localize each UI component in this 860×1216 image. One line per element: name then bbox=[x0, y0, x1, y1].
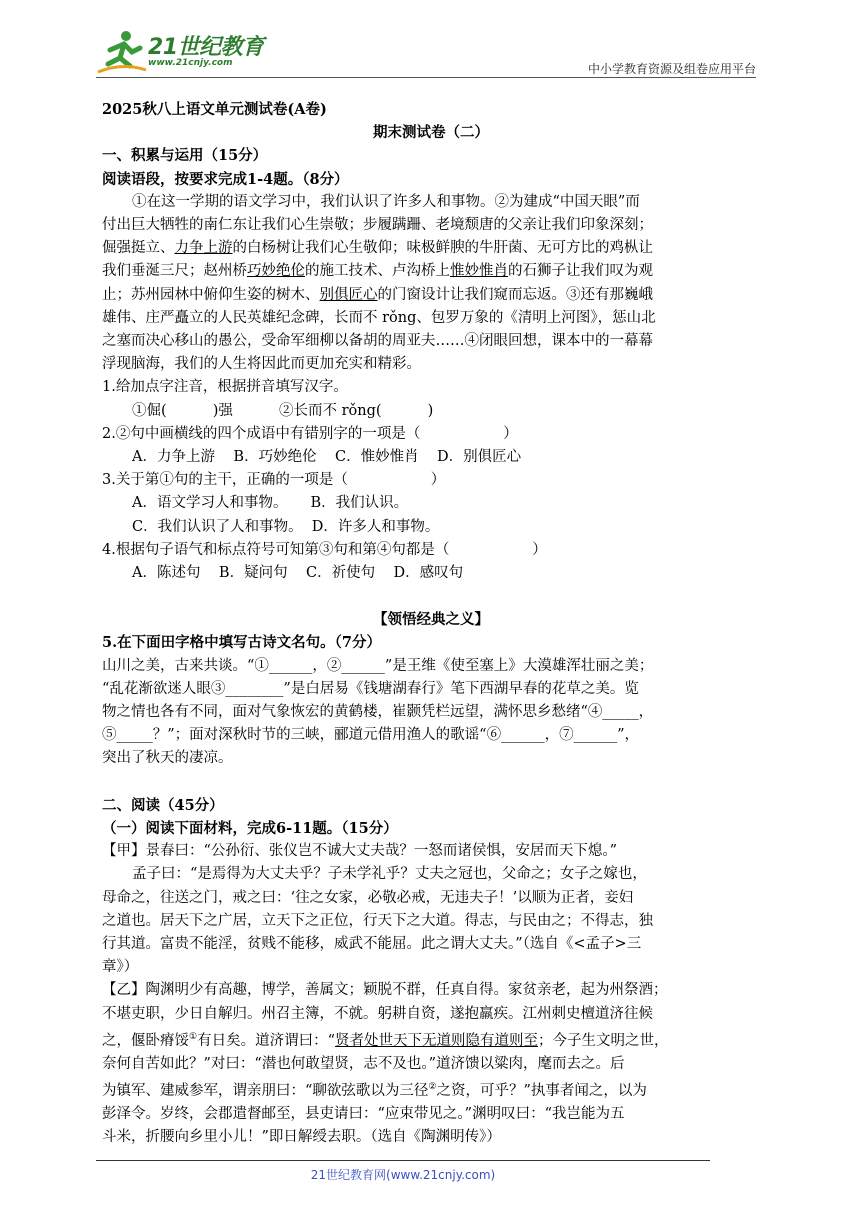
question-1a: ①倔( )强 bbox=[132, 402, 233, 419]
header-platform-text: 中小学教育资源及组卷应用平台 bbox=[587, 62, 756, 76]
passage-text: 的门窗设计让我们窥而忘返。③还有那巍峨 bbox=[377, 286, 653, 303]
passage-line: 雄伟、庄严矗立的人民英雄纪念碑，长而不 rǒng、包罗万象的《清明上河图》，惩山北 bbox=[102, 309, 656, 326]
underlined-sentence: 贤者处世天下无道则隐有道则至 bbox=[335, 1032, 538, 1049]
footnote-marker-1: ① bbox=[189, 1031, 198, 1042]
passage-line: 之塞而决心移山的愚公，受命军细柳以备胡的周亚夫……④闭眼回想，课本中的一幕幕 bbox=[102, 333, 653, 350]
footer-divider bbox=[96, 1160, 710, 1161]
passage-line bbox=[102, 260, 760, 283]
passage-1 bbox=[102, 191, 760, 377]
passage-line: ①在这一学期的语文学习中，我们认识了许多人和事物。②为建成“中国天眼”而 bbox=[132, 193, 640, 210]
jia-line: 母命之，往送之门，戒之曰：‘往之女家，必敬必戒，无违夫子！’以顺为正者，妾妇 bbox=[102, 889, 634, 906]
logo-url: www.21cnjy.com bbox=[148, 58, 233, 68]
section-1-heading: 一、积累与运用（15分） bbox=[102, 147, 268, 165]
passage-yi bbox=[102, 979, 760, 1149]
q5-line: 突出了秋天的凄凉。 bbox=[102, 750, 233, 767]
jia-line: 章》） bbox=[102, 959, 139, 976]
runner-logo-icon bbox=[96, 26, 148, 76]
question-4-options: A．陈述句 B．疑问句 C．祈使句 D．感叹句 bbox=[132, 565, 464, 582]
jia-line: 之道也。居天下之广居，立天下之正位，行天下之大道。得志，与民由之；不得志，独 bbox=[102, 912, 653, 929]
jia-line: 行其道。富贵不能淫，贫贱不能移，威武不能屈。此之谓大丈夫。”（选自《<孟子>三 bbox=[102, 935, 642, 952]
underlined-idiom: 巧妙绝伦 bbox=[247, 263, 305, 280]
question-2: 2.②句中画横线的四个成语中有错别字的一项是（ ） bbox=[102, 425, 518, 442]
q5-line: 山川之美，古来共谈。“①______，②______”是王维《使至塞上》大漠雄浑壮丽之美； bbox=[102, 657, 654, 674]
passage-text: 倔强挺立、 bbox=[102, 240, 175, 257]
exam-subtitle: 期末测试卷（二） bbox=[373, 124, 489, 142]
section-2-heading: 二、阅读（45分） bbox=[102, 796, 224, 814]
question-3-options-1: A．语文学习人和事物。 B．我们认识。 bbox=[132, 495, 409, 512]
footnote-marker-2: ② bbox=[428, 1081, 437, 1092]
question-1: 1.给加点字注音，根据拼音填写汉字。 bbox=[102, 379, 348, 396]
section-2-instruction: （一）阅读下面材料，完成6-11题。（15分） bbox=[102, 819, 398, 837]
yi-line bbox=[102, 1026, 760, 1053]
passage-text: 我们垂涎三尺；赵州桥 bbox=[102, 263, 247, 280]
exam-title: 2025秋八上语文单元测试卷(A卷) bbox=[102, 101, 327, 118]
passage-line bbox=[102, 237, 760, 260]
yi-line: 斗米，折腰向乡里小儿！”即日解绶去职。（选自《陶渊明传》） bbox=[102, 1129, 501, 1146]
question-1-items bbox=[102, 400, 760, 423]
header-divider bbox=[96, 77, 756, 78]
q5-line: ⑤_____？”；面对深秋时节的三峡，郦道元借用渔人的歌谣“⑥______，⑦______”， bbox=[102, 727, 639, 744]
spacer bbox=[102, 585, 760, 608]
yi-text: 之，偃卧瘠馁 bbox=[102, 1032, 189, 1049]
passage-text: 的施工技术、卢沟桥上 bbox=[305, 263, 450, 280]
underlined-idiom: 别俱匠心 bbox=[319, 286, 378, 303]
underlined-idiom: 力争上游 bbox=[174, 240, 233, 257]
question-3-options-2: C．我们认识了人和事物。 D．许多人和事物。 bbox=[132, 518, 440, 535]
question-1b: ②长而不 rǒng( ) bbox=[279, 402, 434, 419]
jia-line: 【甲】景春曰：“公孙衍、张仪岂不诚大丈夫哉？一怒而诸侯惧，安居而天下熄。” bbox=[102, 843, 618, 860]
yi-text: 之资，可乎？”执事者闻之，以为 bbox=[436, 1082, 647, 1099]
logo-text: 21世纪教育 bbox=[148, 35, 264, 60]
passage-line: 付出巨大牺牲的南仁东让我们心生崇敬；步履蹒跚、老境颓唐的父亲让我们印象深刻； bbox=[102, 217, 653, 234]
yi-text: 有日矣。道济谓曰：“ bbox=[197, 1032, 335, 1049]
jia-line: 孟子曰：“是焉得为大丈夫乎？子未学礼乎？丈夫之冠也，父命之；女子之嫁也， bbox=[132, 866, 647, 883]
yi-text: ；今子生文明之世， bbox=[538, 1032, 669, 1049]
q5-line: 物之情也各有不同，面对气象恢宏的黄鹤楼，崔颢凭栏远望，满怀思乡愁绪“④_____， bbox=[102, 704, 654, 721]
document-body bbox=[102, 98, 760, 1149]
section-1-instruction: 阅读语段，按要求完成1-4题。（8分） bbox=[102, 170, 349, 188]
passage-line bbox=[102, 284, 760, 307]
yi-line: 奈何自苦如此？”对曰：“潜也何敢望贤，志不及也。”道济馈以粱肉，麾而去之。后 bbox=[102, 1055, 625, 1072]
question-4: 4.根据句子语气和标点符号可知第③句和第④句都是（ ） bbox=[102, 541, 547, 558]
passage-text: 的石狮子让我们叹为观 bbox=[508, 263, 653, 280]
yi-text: 为镇军、建威参军，谓亲朋曰：“聊欲弦歌以为三径 bbox=[102, 1082, 429, 1099]
question-2-options: A．力争上游 B．巧妙绝伦 C．惟妙惟肖 D．别俱匠心 bbox=[132, 449, 522, 466]
footer-link[interactable]: 21世纪教育网(www.21cnjy.com) bbox=[310, 1168, 496, 1182]
underlined-idiom: 惟妙惟肖 bbox=[450, 263, 508, 280]
q5-line: “乱花渐欲迷人眼③________”是白居易《钱塘湖春行》笔下西湖早春的花草之美。览 bbox=[102, 680, 639, 697]
question-5: 5.在下面田字格中填写古诗文名句。（7分） bbox=[102, 634, 381, 652]
passage-jia bbox=[102, 840, 760, 979]
passage-line: 浮现脑海，我们的人生将因此而更加充实和精彩。 bbox=[102, 356, 421, 373]
logo bbox=[96, 26, 266, 76]
passage-text: 止；苏州园林中俯仰生姿的树木、 bbox=[102, 286, 320, 303]
header bbox=[96, 26, 756, 78]
spacer bbox=[102, 771, 760, 794]
yi-line: 不堪吏职，少日自解归。州召主簿，不就。躬耕自资，遂抱羸疾。江州刺史檀道济往候 bbox=[102, 1005, 653, 1022]
yi-line: 彭泽令。岁终，会郡遣督邮至，县吏请曰：“应束带见之。”渊明叹曰：“我岂能为五 bbox=[102, 1105, 625, 1122]
passage-text: 的白杨树让我们心生敬仰；味极鲜腴的牛肝菌、无可方比的鸡枞让 bbox=[232, 240, 653, 257]
yi-line: 【乙】陶渊明少有高趣，博学，善属文；颖脱不群，任真自得。家贫亲老，起为州祭酒； bbox=[102, 982, 668, 999]
yi-line bbox=[102, 1076, 760, 1103]
question-3: 3.关于第①句的主干，正确的一项是（ ） bbox=[102, 472, 446, 489]
classic-heading: 【领悟经典之义】 bbox=[373, 611, 489, 629]
